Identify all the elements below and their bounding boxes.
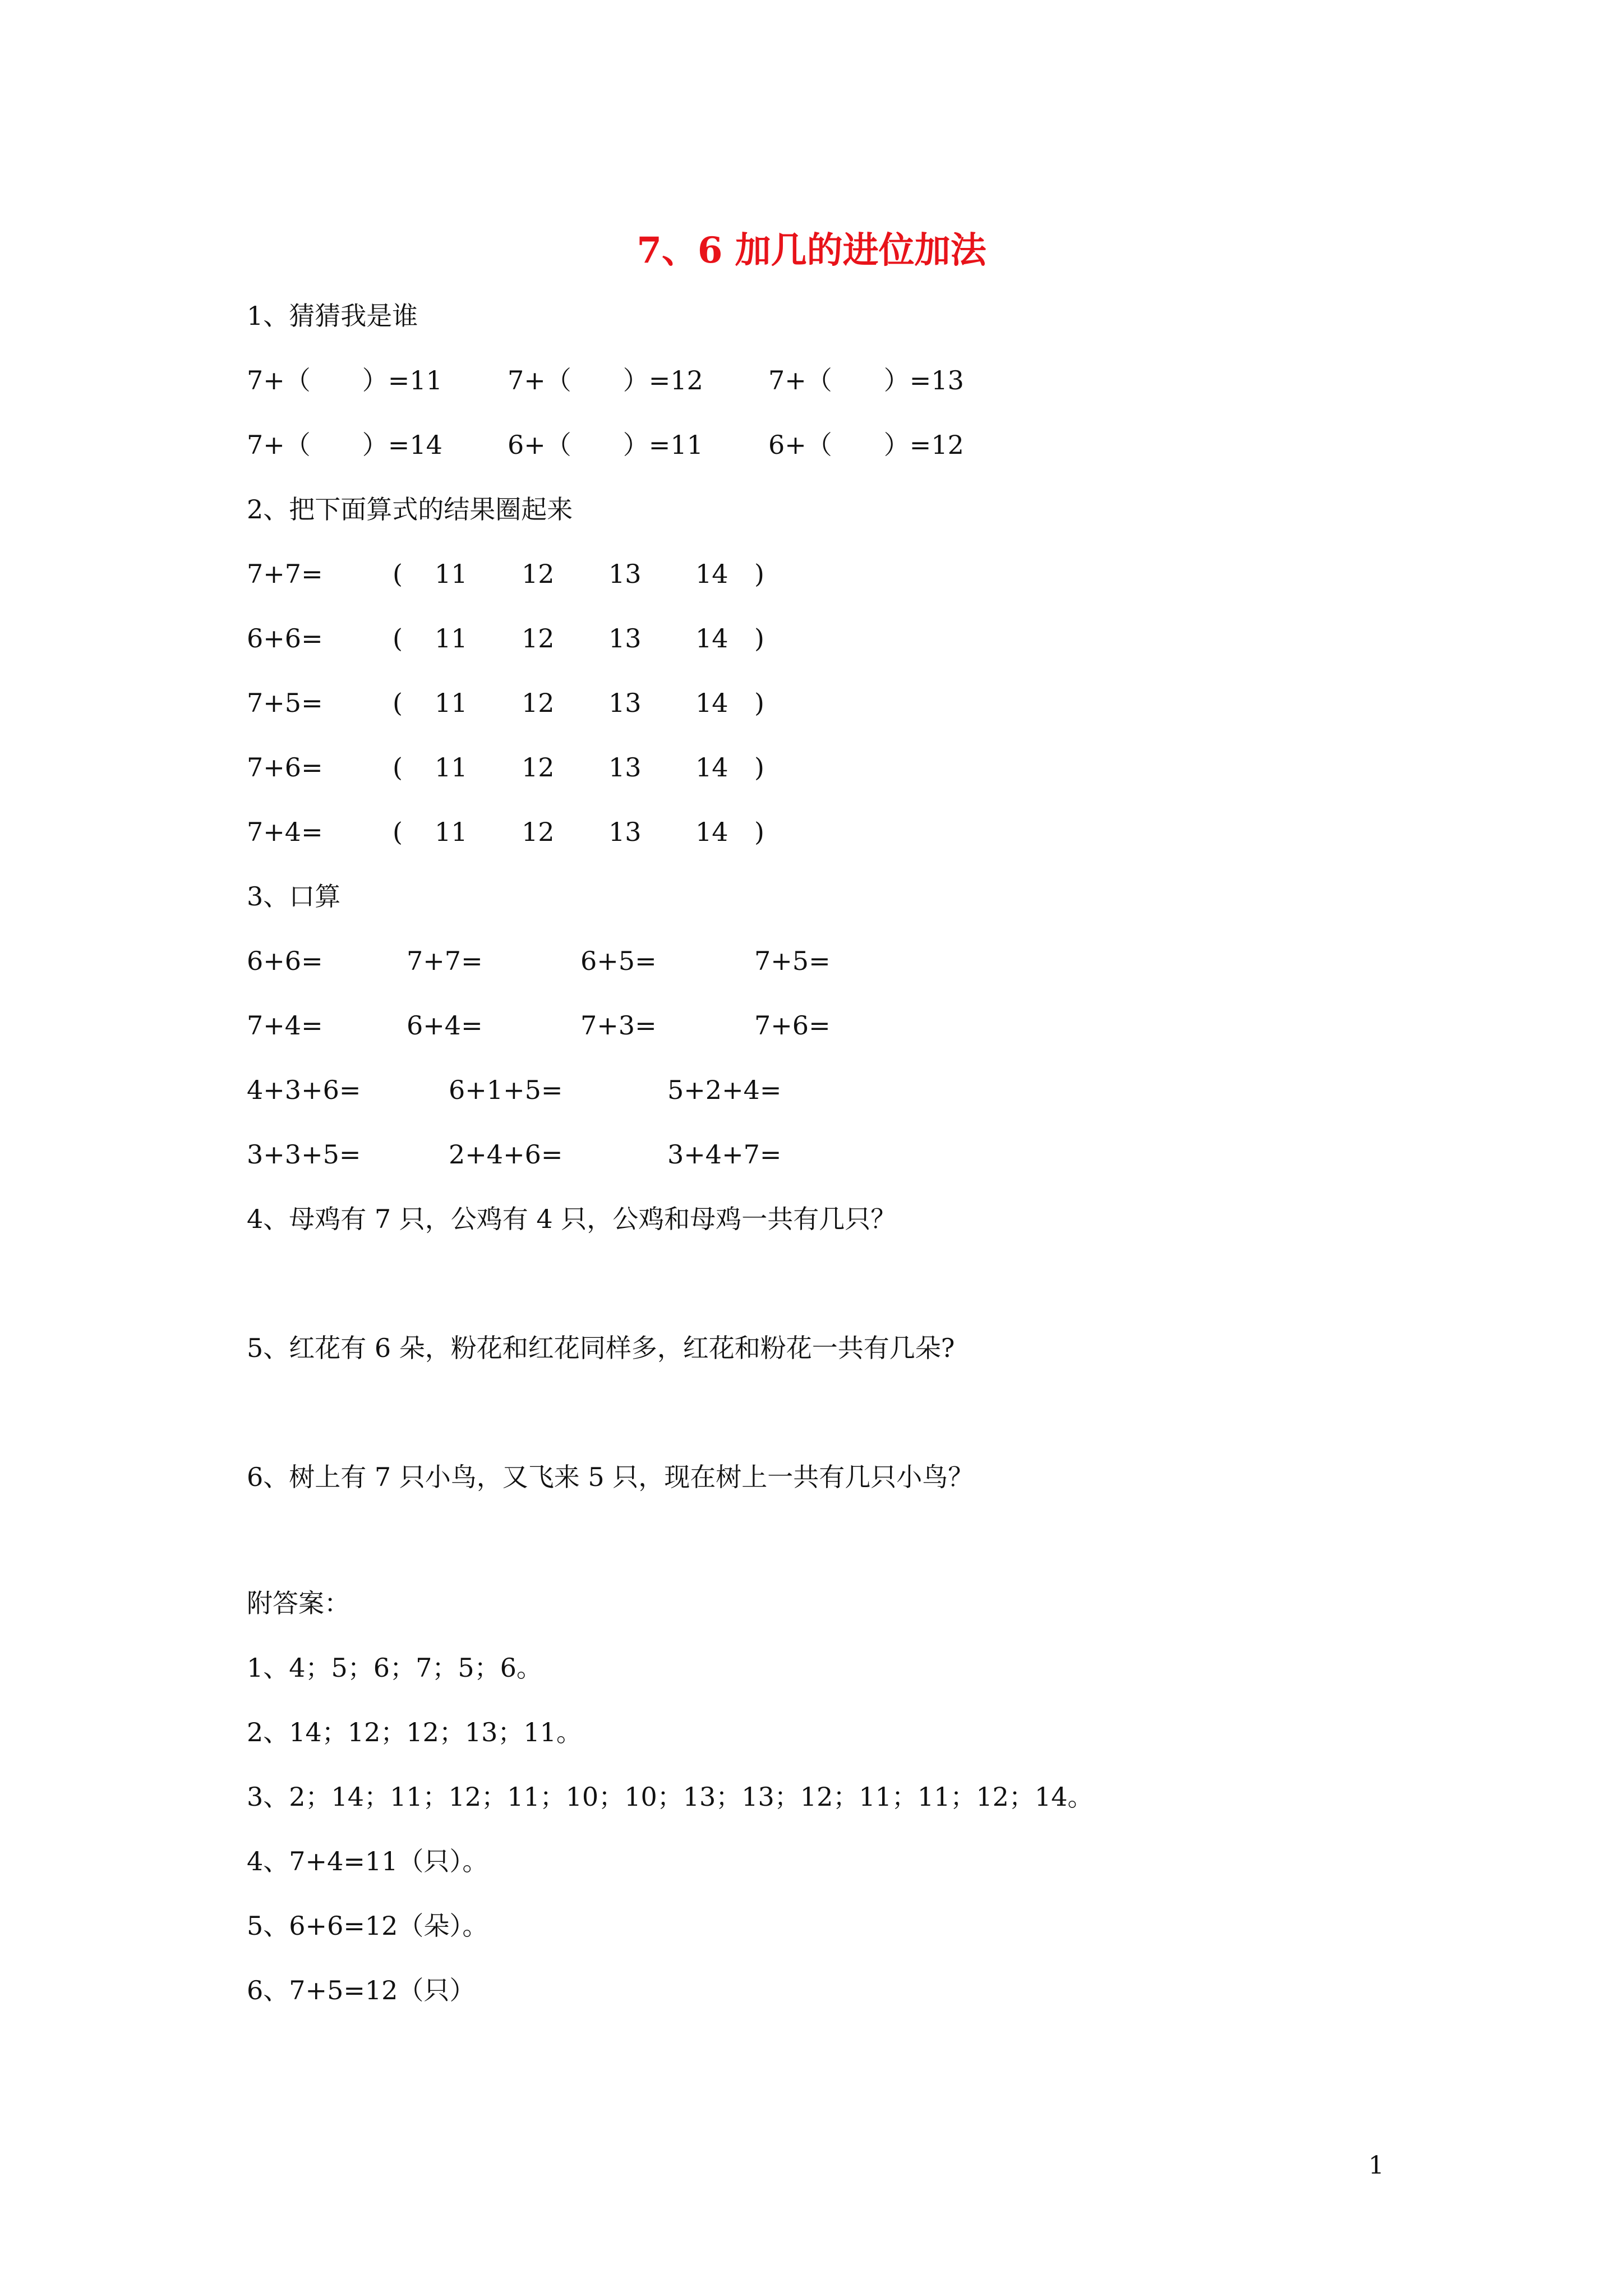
q3-expression: 7+7= (407, 946, 483, 976)
q2-choice: 14 (695, 623, 728, 654)
q2-close-paren: ) (754, 623, 764, 654)
q3-expression: 3+3+5= (247, 1139, 361, 1170)
q2-choice: 11 (435, 688, 468, 718)
answer-line: 6、7+5=12（只） (247, 1975, 476, 2005)
q2-choice: 14 (695, 688, 728, 718)
answer-line: 5、6+6=12（朵）。 (247, 1911, 488, 1941)
q2-choice: 13 (608, 623, 642, 654)
q3-expression: 6+1+5= (449, 1075, 563, 1105)
q3-expression: 6+6= (247, 946, 323, 976)
q3-expression: 7+5= (754, 946, 831, 976)
q1-blank: 7+（ ）=13 (768, 365, 964, 395)
q1-heading: 1、猜猜我是谁 (247, 301, 418, 331)
q2-choice: 12 (522, 752, 555, 783)
q2-choice: 13 (608, 559, 642, 589)
answers-heading: 附答案： (247, 1588, 350, 1618)
q2-choice: 11 (435, 623, 468, 654)
q6-text: 6、树上有 7 只小鸟，又飞来 5 只，现在树上一共有几只小鸟？ (247, 1462, 974, 1492)
q2-expression: 7+6= (247, 752, 323, 783)
q3-expression: 6+5= (580, 946, 657, 976)
q3-expression: 7+4= (247, 1010, 323, 1041)
q2-choice: 12 (522, 559, 555, 589)
q2-expression: 7+4= (247, 817, 323, 847)
q5-text: 5、红花有 6 朵，粉花和红花同样多，红花和粉花一共有几朵? (247, 1333, 955, 1363)
q2-choice: 12 (522, 623, 555, 654)
q2-open-paren: ( (393, 817, 403, 847)
q2-choice: 12 (522, 688, 555, 718)
q2-expression: 7+7= (247, 559, 323, 589)
q2-open-paren: ( (393, 752, 403, 783)
q2-close-paren: ) (754, 752, 764, 783)
q2-open-paren: ( (393, 688, 403, 718)
q3-expression: 7+3= (580, 1010, 657, 1041)
q2-choice: 11 (435, 752, 468, 783)
q2-heading: 2、把下面算式的结果圈起来 (247, 494, 573, 524)
page-number: 1 (1368, 2151, 1384, 2180)
q2-choice: 13 (608, 688, 642, 718)
answer-line: 1、4；5；6；7；5；6。 (247, 1653, 542, 1683)
q2-close-paren: ) (754, 559, 764, 589)
answer-line: 4、7+4=11（只）。 (247, 1846, 488, 1876)
q2-choice: 14 (695, 817, 728, 847)
q2-close-paren: ) (754, 688, 764, 718)
q2-open-paren: ( (393, 559, 403, 589)
q3-expression: 2+4+6= (449, 1139, 563, 1170)
q2-choice: 12 (522, 817, 555, 847)
q1-blank: 7+（ ）=11 (247, 365, 442, 395)
q1-blank: 6+（ ）=12 (768, 430, 964, 460)
q3-expression: 3+4+7= (667, 1139, 782, 1170)
q1-blank: 7+（ ）=14 (247, 430, 442, 460)
q2-expression: 7+5= (247, 688, 323, 718)
q3-expression: 5+2+4= (667, 1075, 782, 1105)
q2-choice: 11 (435, 817, 468, 847)
q3-expression: 6+4= (407, 1010, 483, 1041)
page-title: 7、6 加几的进位加法 (637, 229, 986, 272)
q4-text: 4、母鸡有 7 只，公鸡有 4 只，公鸡和母鸡一共有几只？ (247, 1204, 897, 1234)
q2-open-paren: ( (393, 623, 403, 654)
q3-heading: 3、口算 (247, 881, 341, 912)
q2-choice: 13 (608, 817, 642, 847)
q2-expression: 6+6= (247, 623, 323, 654)
q2-choice: 14 (695, 559, 728, 589)
q2-close-paren: ) (754, 817, 764, 847)
q2-choice: 14 (695, 752, 728, 783)
q1-blank: 6+（ ）=11 (508, 430, 703, 460)
q3-expression: 4+3+6= (247, 1075, 361, 1105)
q3-expression: 7+6= (754, 1010, 831, 1041)
q1-blank: 7+（ ）=12 (508, 365, 703, 395)
q2-choice: 11 (435, 559, 468, 589)
answer-line: 3、2；14；11；12；11；10；10；13；13；12；11；11；12；14。 (247, 1782, 1094, 1812)
q2-choice: 13 (608, 752, 642, 783)
answer-line: 2、14；12；12；13；11。 (247, 1717, 582, 1747)
